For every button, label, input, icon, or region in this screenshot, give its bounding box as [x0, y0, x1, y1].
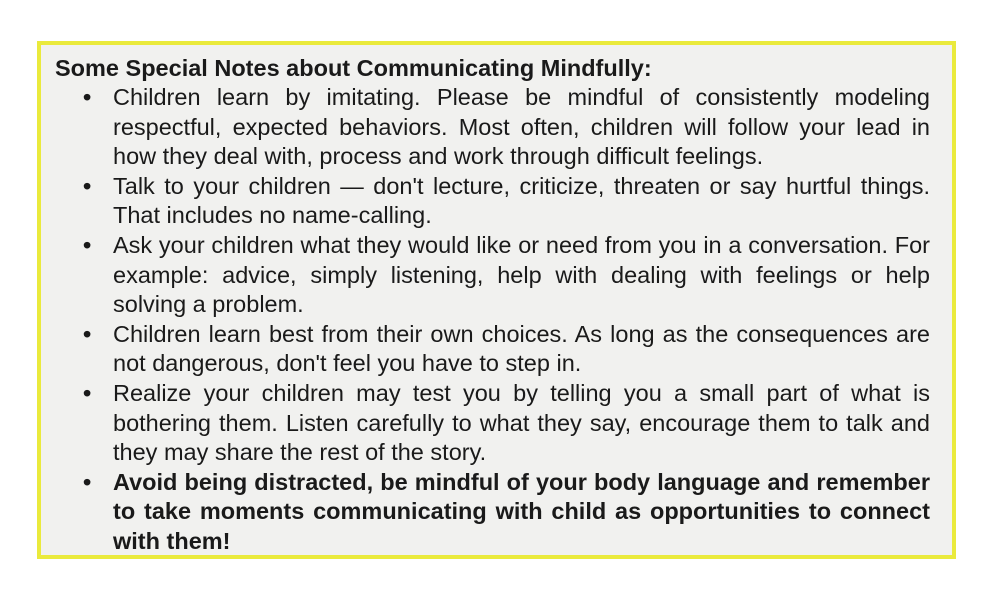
- notes-box: [37, 41, 956, 559]
- list-item-text: Talk to your children — don't lecture, criticize, threaten or say hurtful things. That includes no name-calling.: [113, 172, 930, 229]
- notes-list: [55, 83, 930, 557]
- bullet-icon: •: [83, 84, 92, 110]
- list-item: [83, 320, 930, 379]
- notes-title: Some Special Notes about Communicating Mindfully:: [55, 55, 652, 81]
- bullet-icon: •: [83, 379, 92, 406]
- list-item-text: Children learn best from their own choices. As long as the consequences are not dangerous, don't feel you have to step in.: [113, 320, 930, 377]
- list-item-text: Avoid being distracted, be mindful of your body language and remember to take moments communicating with child as opportunities to connect with them!: [113, 468, 930, 554]
- bullet-icon: •: [83, 468, 92, 495]
- list-item: [83, 83, 930, 172]
- bullet-icon: •: [83, 231, 92, 258]
- bullet-icon: •: [83, 172, 92, 199]
- list-item-text: Ask your children what they would like or need from you in a conversation. For example: advice, simply listening, help with dealing with feelings or help solving a problem.: [113, 231, 930, 318]
- list-item-text: Children learn by imitating. Please be mindful of consistently modeling respectful, expected behaviors. Most often, children will follow your lead in how they deal with, process and work through difficult feelings.: [113, 84, 930, 170]
- list-item: [83, 172, 930, 231]
- list-item-emphasis: [83, 468, 930, 557]
- list-item: [83, 231, 930, 320]
- bullet-icon: •: [83, 320, 92, 347]
- list-item-text: Realize your children may test you by telling you a small part of what is bothering them. Listen carefully to what they say, encourage them to talk and they may share the rest of the story.: [113, 379, 930, 466]
- list-item: [83, 379, 930, 468]
